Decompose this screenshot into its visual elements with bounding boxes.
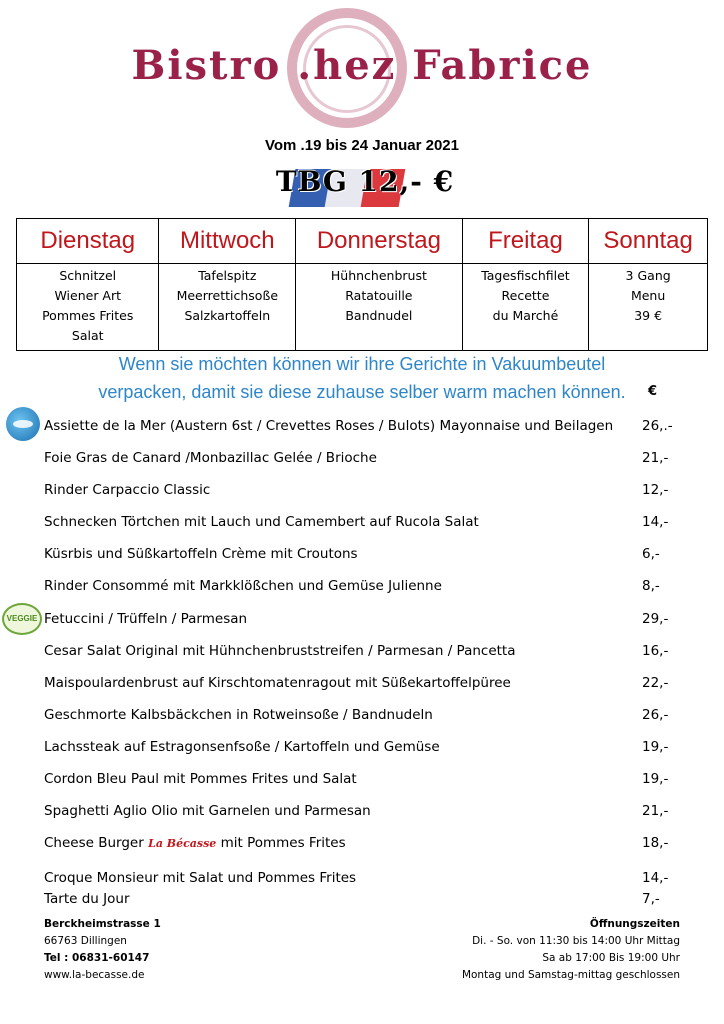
day-dish-dienstag: [17, 264, 159, 351]
seafood-icon: [6, 407, 40, 441]
menu-item-price: 7,-: [642, 891, 660, 907]
menu-item-price: 26,.-: [642, 418, 673, 434]
menu-item-name: Rinder Carpaccio Classic: [44, 482, 211, 498]
logo: [0, 0, 724, 140]
menu-item-name: Croque Monsieur mit Salat und Pommes Frites: [44, 870, 357, 886]
menu-item-price: 18,-: [642, 835, 669, 851]
menu-item-name: Cesar Salat Original mit Hühnchenbruststreifen / Parmesan / Pancetta: [44, 643, 516, 659]
menu-item-name: [44, 835, 346, 851]
dish-line: Meerrettichsoße: [176, 288, 279, 303]
opening-hours-line: Di. - So. von 11:30 bis 14:00 Uhr Mittag: [472, 935, 680, 947]
vacuum-note-line-2: verpacken, damit sie diese zuhause selber warm machen können.: [98, 382, 626, 402]
menu-item-name: Assiette de la Mer (Austern 6st / Crevettes Roses / Bulots) Mayonnaise und Beilagen: [44, 418, 614, 434]
opening-hours-title: Öffnungszeiten: [589, 918, 680, 930]
menu-item-name-part: Cheese Burger: [44, 835, 144, 851]
vacuum-packing-note: [0, 350, 724, 406]
contact-info: [44, 916, 161, 984]
day-header-dienstag: Dienstag: [17, 219, 159, 264]
day-dish-freitag: [462, 264, 589, 351]
menu-item-price: 16,-: [642, 643, 669, 659]
menu-item-price: 21,-: [642, 450, 669, 466]
dish-line: 3 Gang: [625, 268, 671, 283]
dish-line: Ratatouille: [345, 288, 413, 303]
dish-line: Bandnudel: [345, 308, 413, 323]
vacuum-note-line-1: Wenn sie möchten können wir ihre Gerichte in Vakuumbeutel: [118, 354, 606, 374]
opening-hours-line: Sa ab 17:00 Bis 19:00 Uhr: [542, 952, 680, 964]
menu-item-name: Lachssteak auf Estragonsenfsoße / Kartoffeln und Gemüse: [44, 739, 440, 755]
menu-item-name: Foie Gras de Canard /Monbazillac Gelée / Brioche: [44, 450, 377, 466]
tbg-price-banner: [240, 165, 490, 211]
menu-item-name: Cordon Bleu Paul mit Pommes Frites und Salat: [44, 771, 357, 787]
menu-item-name-part: mit Pommes Frites: [220, 835, 346, 851]
menu-item-price: 6,-: [642, 546, 660, 562]
dish-line: Hühnchenbrust: [330, 268, 427, 283]
weekly-menu-table: [16, 218, 708, 351]
city: 66763 Dillingen: [44, 935, 127, 947]
website-link[interactable]: www.la-becasse.de: [44, 969, 145, 981]
dish-line: Recette: [501, 288, 550, 303]
day-header-donnerstag: Donnerstag: [296, 219, 463, 264]
menu-item-name: Geschmorte Kalbsbäckchen in Rotweinsoße / Bandnudeln: [44, 707, 433, 723]
dish-line: Tagesfischfilet: [481, 268, 570, 283]
dish-line: 39 €: [634, 308, 663, 323]
restaurant-title: Bistro .hez Fabrice: [131, 42, 593, 89]
day-dish-mittwoch: [159, 264, 296, 351]
phone: Tel : 06831-60147: [44, 952, 150, 964]
la-becasse-logo: La Bécasse: [148, 837, 217, 850]
menu-item-price: 26,-: [642, 707, 669, 723]
dish-line: Menu: [630, 288, 666, 303]
menu-item-price: 19,-: [642, 739, 669, 755]
opening-hours: [462, 916, 680, 984]
menu-item-price: 14,-: [642, 870, 669, 886]
menu-item-name: Maispoulardenbrust auf Kirschtomatenragout mit Süßekartoffelpüree: [44, 675, 511, 691]
menu-item-price: 14,-: [642, 514, 669, 530]
day-header-freitag: Freitag: [462, 219, 589, 264]
menu-item-name: Schnecken Törtchen mit Lauch und Camembert auf Rucola Salat: [44, 514, 479, 530]
price-column-currency: €: [648, 384, 658, 399]
menu-item-name: Spaghetti Aglio Olio mit Garnelen und Parmesan: [44, 803, 371, 819]
opening-hours-line: Montag und Samstag-mittag geschlossen: [461, 969, 680, 981]
dish-line: Salzkartoffeln: [184, 308, 271, 323]
dish-line: Salat: [71, 328, 104, 343]
dish-line: Tafelspitz: [198, 268, 257, 283]
day-dish-donnerstag: [296, 264, 463, 351]
dish-line: Wiener Art: [54, 288, 122, 303]
dish-line: du Marché: [492, 308, 559, 323]
dish-line: Pommes Frites: [42, 308, 134, 323]
menu-item-price: 29,-: [642, 611, 669, 627]
menu-item-price: 19,-: [642, 771, 669, 787]
date-range: Vom .19 bis 24 Januar 2021: [265, 137, 459, 154]
dish-line: Schnitzel: [59, 268, 117, 283]
day-header-mittwoch: Mittwoch: [159, 219, 296, 264]
menu-item-price: 12,-: [642, 482, 669, 498]
menu-item-price: 21,-: [642, 803, 669, 819]
veggie-icon: VEGGIE: [2, 603, 42, 635]
menu-item-name: Fetuccini / Trüffeln / Parmesan: [44, 611, 248, 627]
address: Berckheimstrasse 1: [44, 918, 161, 930]
day-dish-sonntag: [589, 264, 708, 351]
day-header-sonntag: Sonntag: [589, 219, 708, 264]
menu-item-name: Tarte du Jour: [44, 891, 130, 907]
menu-item-price: 8,-: [642, 578, 660, 594]
menu-item-name: Küsrbis und Süßkartoffeln Crème mit Croutons: [44, 546, 358, 562]
menu-item-name: Rinder Consommé mit Markklößchen und Gemüse Julienne: [44, 578, 442, 594]
menu-item-price: 22,-: [642, 675, 669, 691]
tbg-price: TBG 12,- €: [275, 165, 455, 198]
